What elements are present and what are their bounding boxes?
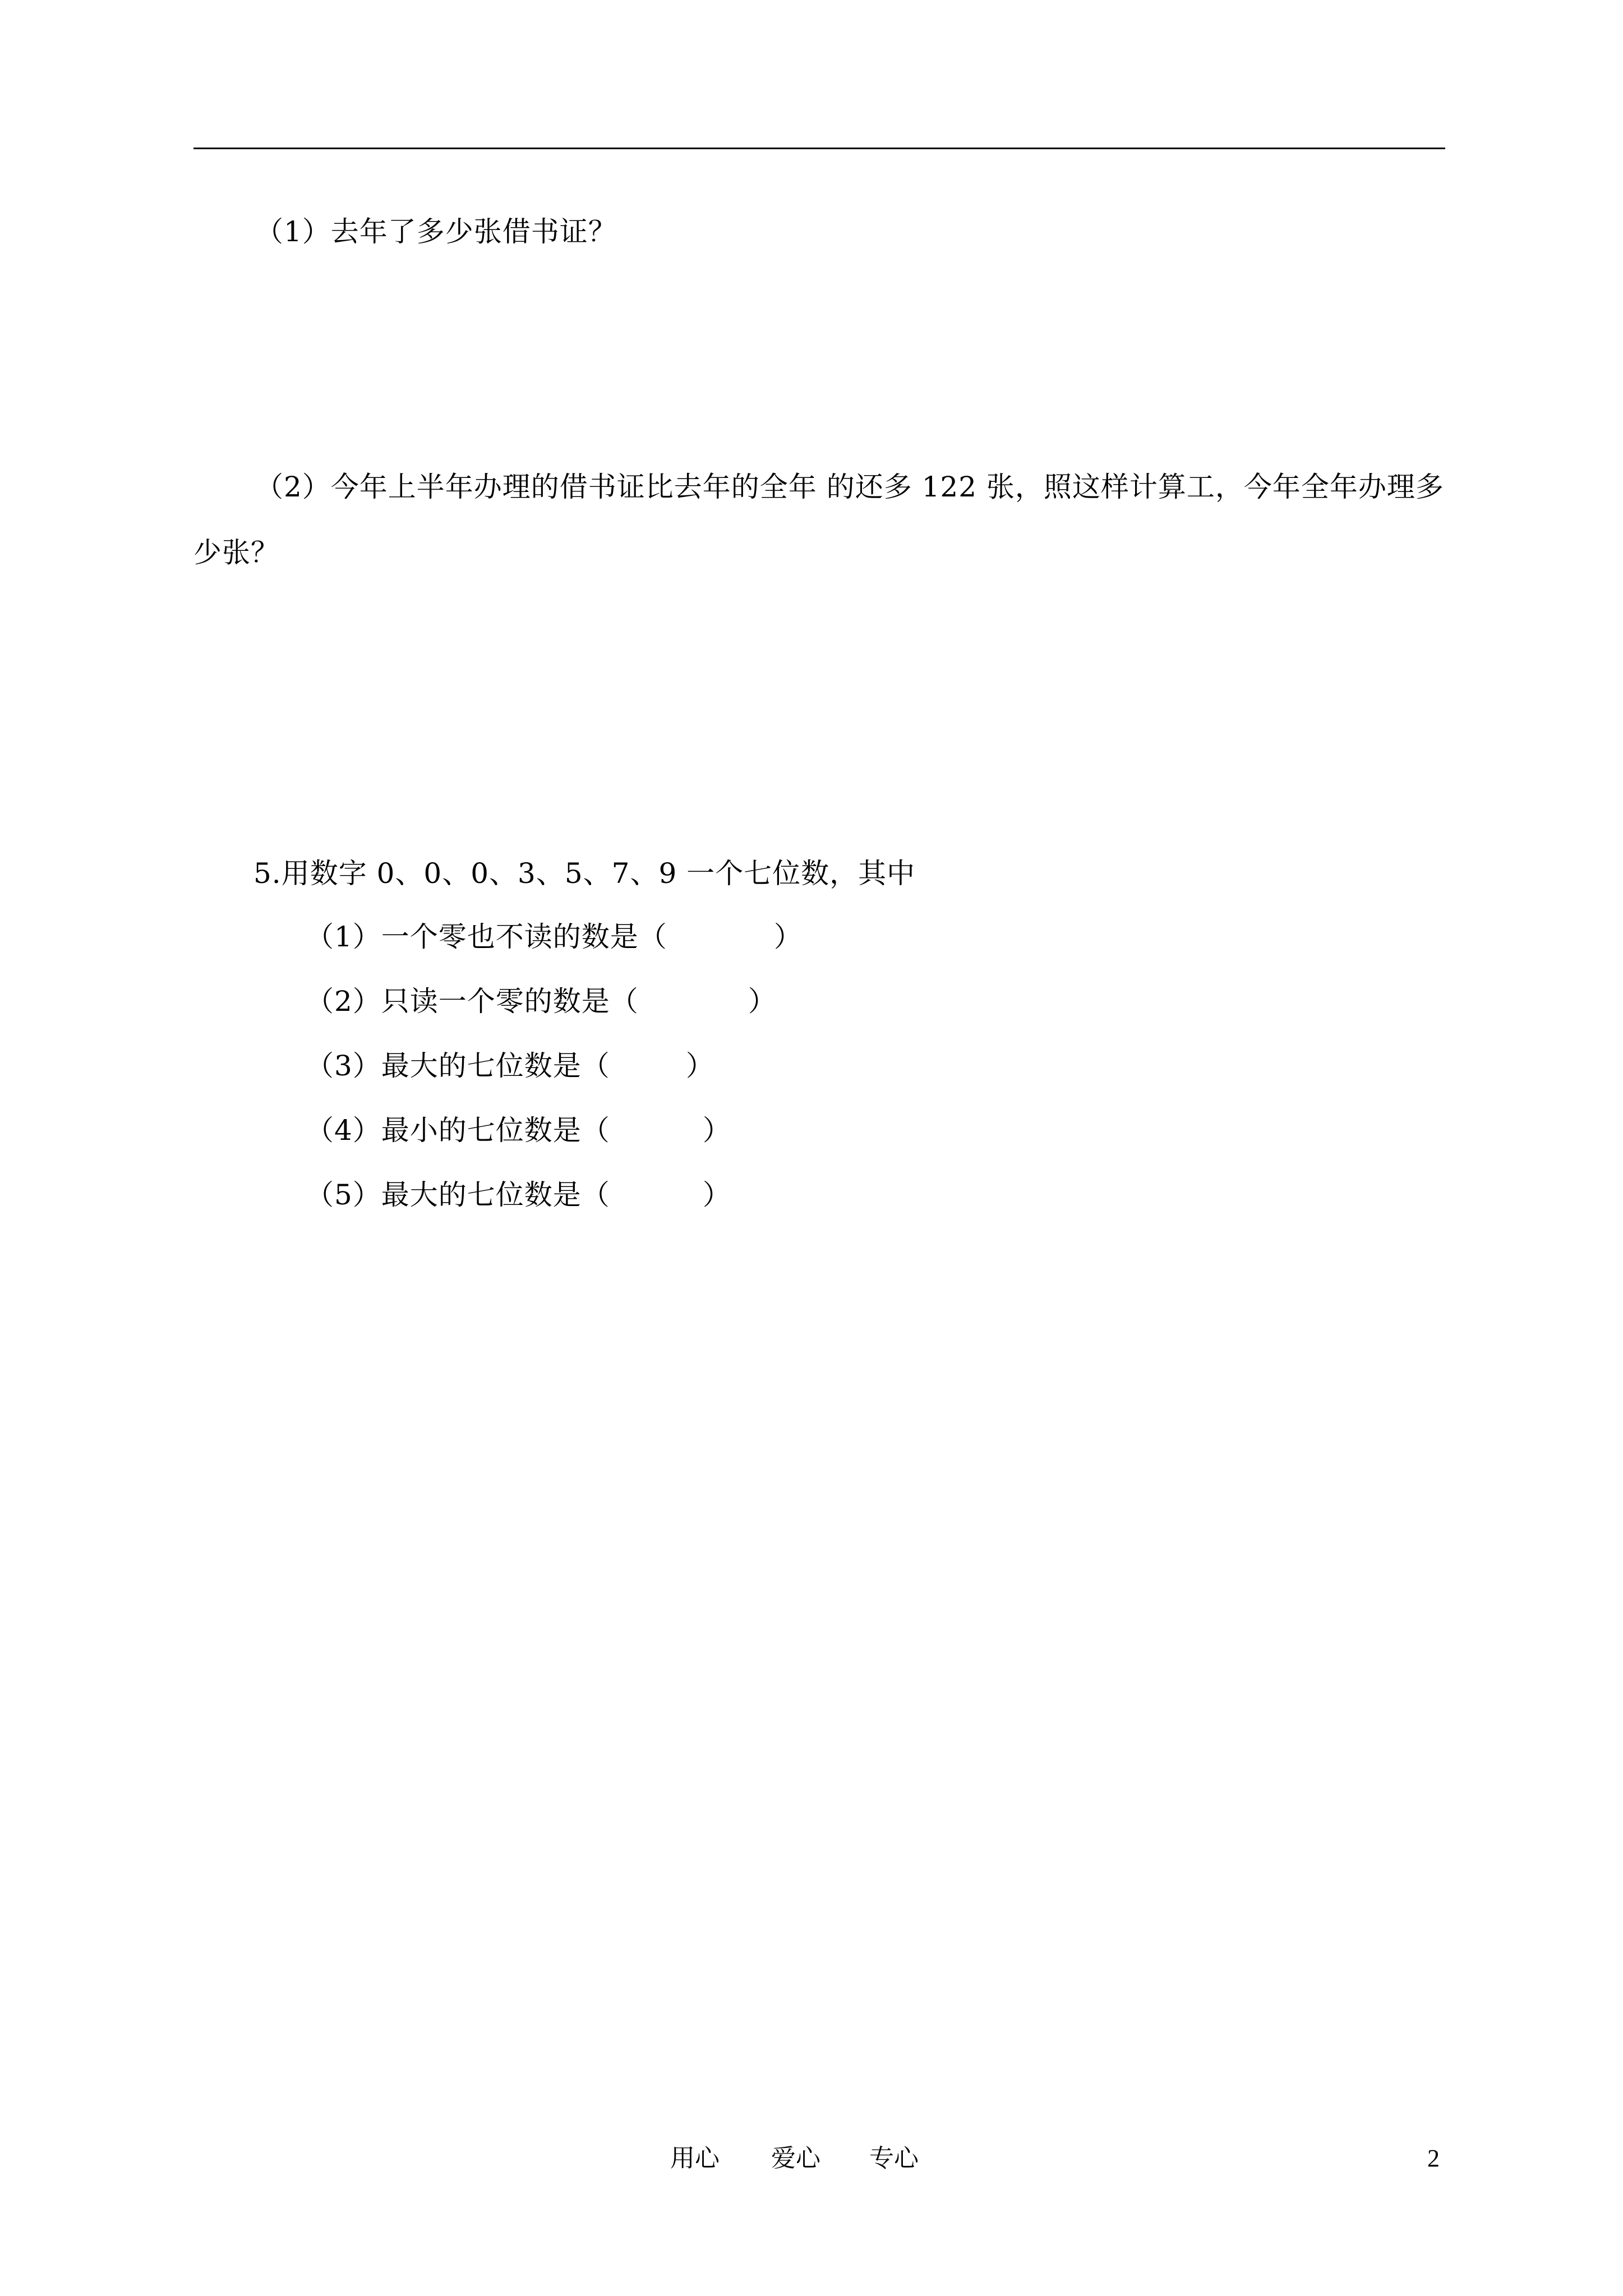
question-5-item-close: ）	[702, 1114, 731, 1147]
question-5-item	[306, 1178, 731, 1212]
question-5-item-close: ）	[702, 1179, 731, 1211]
question-5-item	[306, 1114, 731, 1147]
question-4-part-2-line-1: （2）今年上半年办理的借书证比去年的全年 的还多 122 张，照这样计算工，今年全年办理多	[255, 471, 1444, 503]
question-4-part-1: （1）去年了多少张借书证？	[255, 215, 617, 248]
question-5-intro: 5.用数字 0、0、0、3、5、7、9 一个七位数，其中	[253, 857, 916, 890]
question-5-item-close: ）	[685, 1050, 714, 1082]
question-5-item-label: （5）最大的七位数是（	[306, 1179, 610, 1211]
question-5-item-label: （1）一个零也不读的数是（	[306, 921, 667, 953]
question-5-item-label: （3）最大的七位数是（	[306, 1050, 610, 1082]
page-number: 2	[1427, 2145, 1440, 2172]
question-5-item-label: （2）只读一个零的数是（	[306, 985, 639, 1018]
question-5-item	[306, 984, 777, 1018]
question-5-item	[306, 920, 803, 954]
question-5-item-label: （4）最小的七位数是（	[306, 1114, 610, 1147]
header-rule	[193, 148, 1445, 149]
footer-motto-1: 用心	[670, 2144, 720, 2173]
question-5-item	[306, 1049, 714, 1083]
question-4-part-2-line-2: 少张？	[193, 536, 279, 569]
footer-motto-3: 专心	[869, 2144, 919, 2173]
question-5-item-close: ）	[748, 985, 777, 1018]
footer-motto-2: 爱心	[771, 2144, 820, 2173]
question-5-item-close: ）	[773, 921, 803, 953]
